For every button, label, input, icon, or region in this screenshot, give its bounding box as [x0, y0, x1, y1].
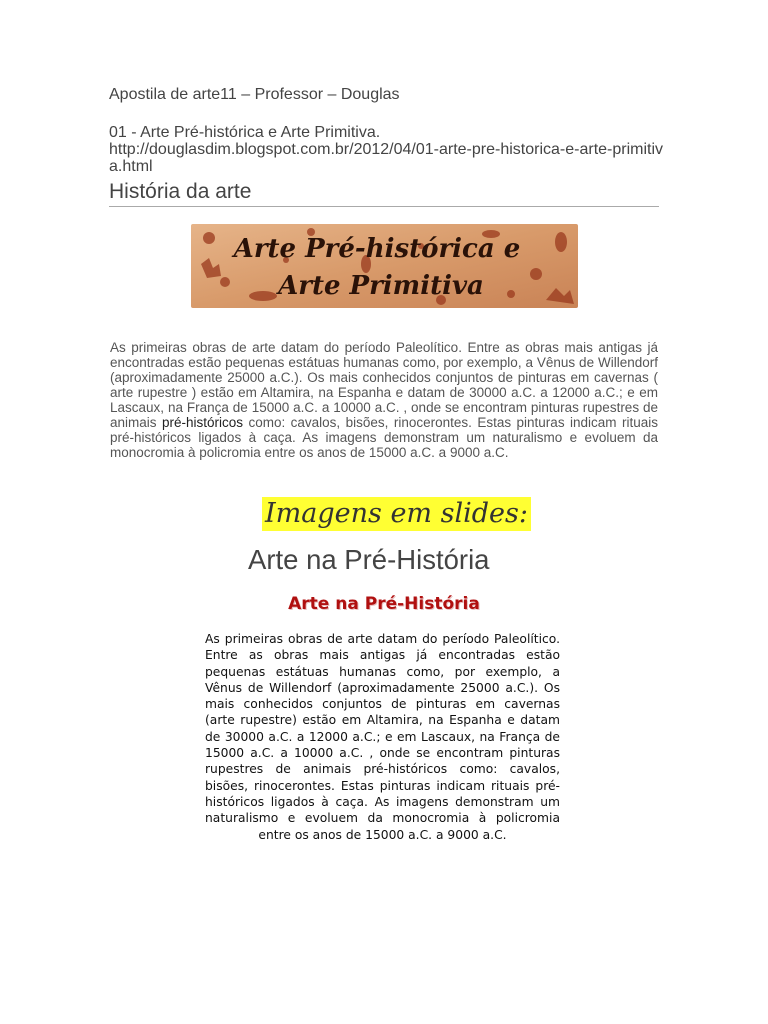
post-url: http://douglasdim.blogspot.com.br/2012/04/01-arte-pre-historica-e-arte-primitiva.html [109, 141, 664, 175]
intro-text-after: como: cavalos, bisões, rinocerontes. Estas pinturas indicam rituais pré-históricos ligados à caça. As imagens demonstram um naturalismo e evoluem da monocromia à policromia entre os anos de 15000 a.C. a 9000 a.C. [110, 415, 658, 460]
heading-divider [109, 206, 659, 207]
intro-paragraph [110, 340, 658, 460]
banner-line1: Arte Pré-histórica e [233, 234, 521, 264]
document-header: Apostila de arte11 – Professor – Douglas [109, 86, 400, 103]
slides-label: Imagens em slides: [262, 497, 531, 531]
slide-heading: Arte na Pré-História [288, 594, 480, 614]
slide-image [195, 594, 573, 856]
intro-text-before: As primeiras obras de arte datam do período Paleolítico. Entre as obras mais antigas já encontradas estão pequenas estátuas humanas como, por exemplo, a Vênus de Willendorf (aproximadamente 25000 a.C.). Os mais conhecidos conjuntos de pinturas em cavernas ( arte rupestre ) estão em Altamira, na Espanha e datam de 30000 a.C. a 12000 a.C.; e em Lascaux, na França de 15000 a.C. a 10000 a.C. , onde se encontram pinturas rupestres de animais [110, 340, 658, 430]
banner-image [191, 224, 578, 308]
slide-title: Arte na Pré-História [248, 544, 490, 575]
banner-line2: Arte Primitiva [278, 271, 484, 301]
post-title-block [109, 124, 669, 175]
slide-body-text: As primeiras obras de arte datam do período Paleolítico. Entre as obras mais antigas já encontradas estão pequenas estátuas humanas como, por exemplo, a Vênus de Willendorf (aproximadamente 25000 a.C.). Os mais conhecidos conjuntos de pinturas em cavernas (arte rupestre) estão em Altamira, na Espanha e datam de 30000 a.C. a 12000 a.C.; e em Lascaux, na França de 15000 a.C. a 10000 a.C. , onde se encontram pinturas rupestres de animais pré-históricos como: cavalos, bisões, rinocerontes. Estas pinturas indicam rituais pré-históricos ligados à caça. As imagens demonstram um naturalismo e evoluem da monocromia à policromia entre os anos de 15000 a.C. a 9000 a.C. [205, 632, 560, 842]
prehistoric-link[interactable]: pré-históricos [161, 415, 243, 430]
post-title: 01 - Arte Pré-histórica e Arte Primitiva. [109, 124, 381, 141]
section-heading: História da arte [109, 180, 252, 203]
